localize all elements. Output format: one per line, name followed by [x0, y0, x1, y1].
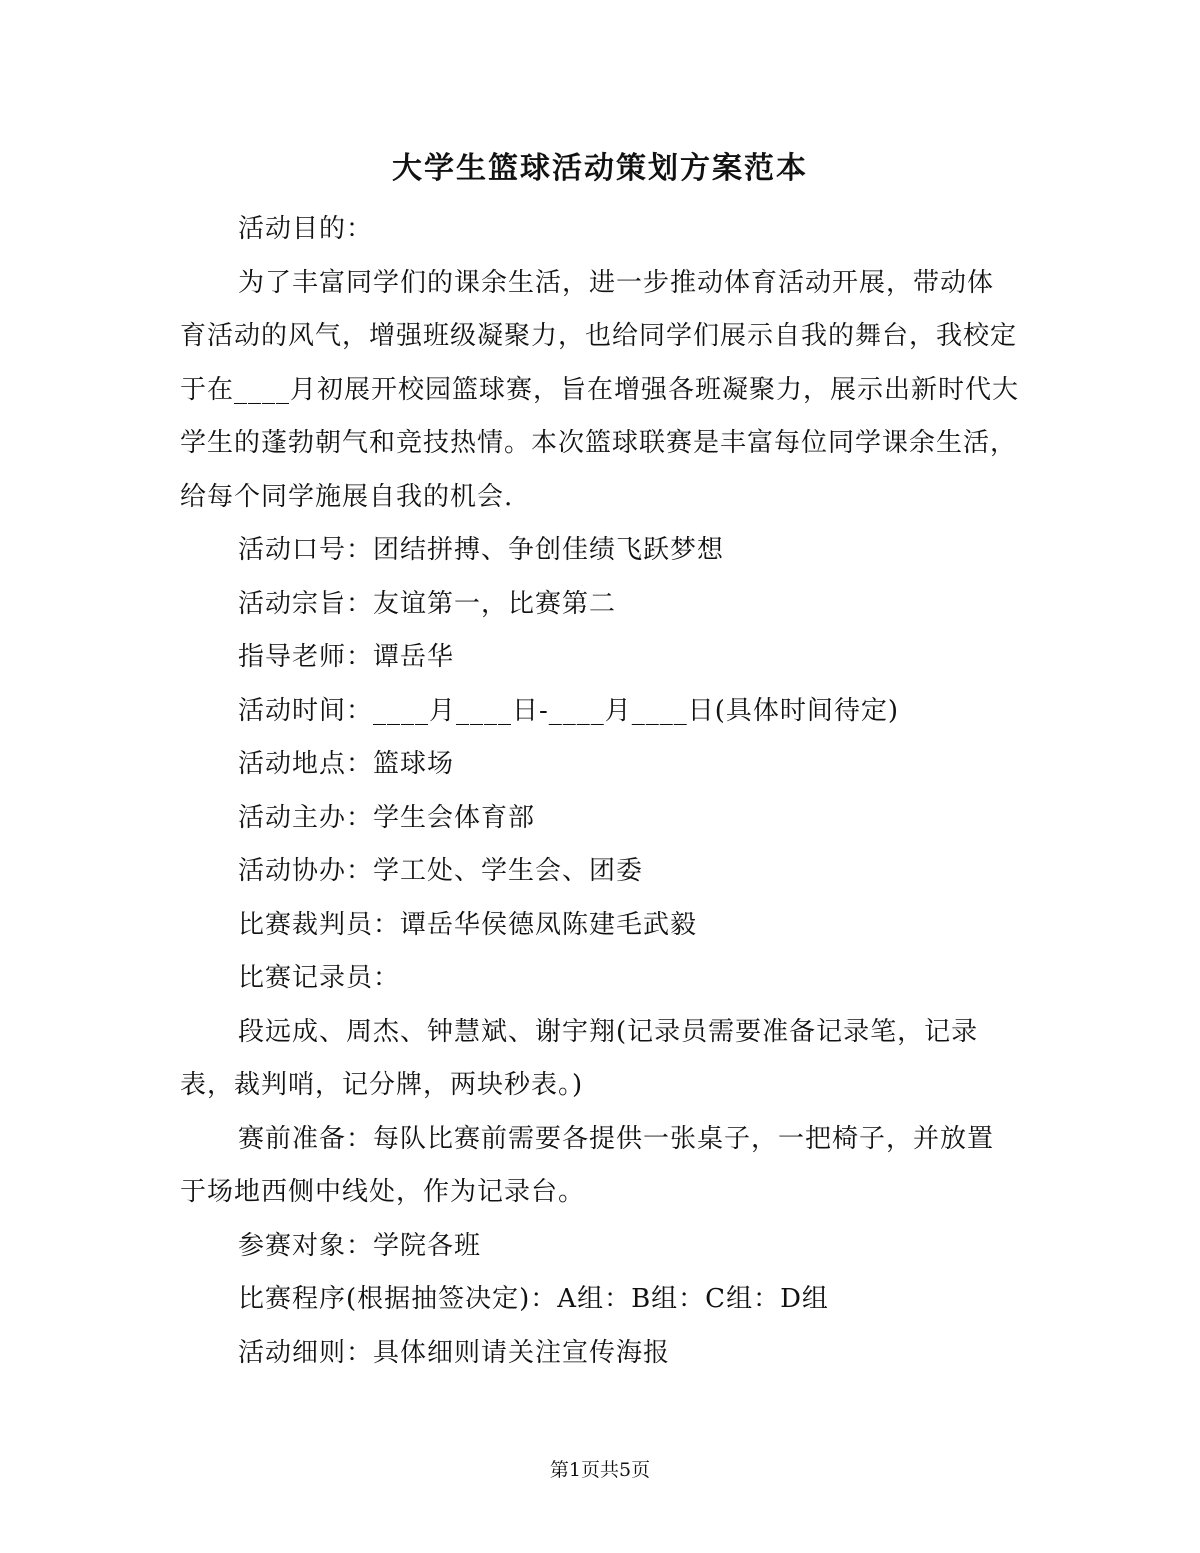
paragraph-tenet: 活动宗旨：友谊第一，比赛第二	[238, 588, 617, 619]
paragraph-participants: 参赛对象：学院各班	[238, 1230, 482, 1261]
paragraph-referees: 比赛裁判员：谭岳华侯德凤陈建毛武毅	[238, 909, 698, 940]
paragraph-organizer: 活动主办：学生会体育部	[238, 802, 536, 833]
paragraph-purpose: 为了丰富同学们的课余生活，进一步推动体育活动开展，带动体育活动的风气，增强班级凝聚力，也给同学们展示自我的舞台，我校定于在____月初展开校园篮球赛，旨在增强各班凝聚力，展示出新时代大学生的蓬勃朝气和竞技热情。本次篮球联赛是丰富每位同学课余生活，给每个同学施展自我的机会.	[180, 267, 1020, 512]
document-title: 大学生篮球活动策划方案范本	[392, 151, 808, 186]
paragraph-purpose-heading: 活动目的：	[238, 214, 374, 244]
paragraph-procedure: 比赛程序(根据抽签决定)：A组：B组：C组：D组	[238, 1284, 829, 1314]
document-body	[180, 203, 1020, 1380]
paragraph-preparation: 赛前准备：每队比赛前需要各提供一张桌子，一把椅子，并放置于场地西侧中线处，作为记录台。	[180, 1123, 995, 1207]
paragraph-time: 活动时间：____月____日-____月____日(具体时间待定)	[238, 695, 900, 726]
paragraph-slogan: 活动口号：团结拼搏、争创佳绩飞跃梦想	[238, 535, 725, 565]
paragraph-recorders: 段远成、周杰、钟慧斌、谢宇翔(记录员需要准备记录笔，记录表，裁判哨，记分牌，两块秒表。)	[180, 1016, 979, 1100]
paragraph-recorders-heading: 比赛记录员：	[238, 963, 401, 993]
paragraph-location: 活动地点：篮球场	[238, 749, 455, 779]
paragraph-advisor: 指导老师：谭岳华	[238, 642, 455, 672]
page-number: 第1页共5页	[549, 1459, 651, 1481]
paragraph-co-organizer: 活动协办：学工处、学生会、团委	[238, 856, 644, 886]
paragraph-rules: 活动细则：具体细则请关注宣传海报	[238, 1337, 671, 1368]
